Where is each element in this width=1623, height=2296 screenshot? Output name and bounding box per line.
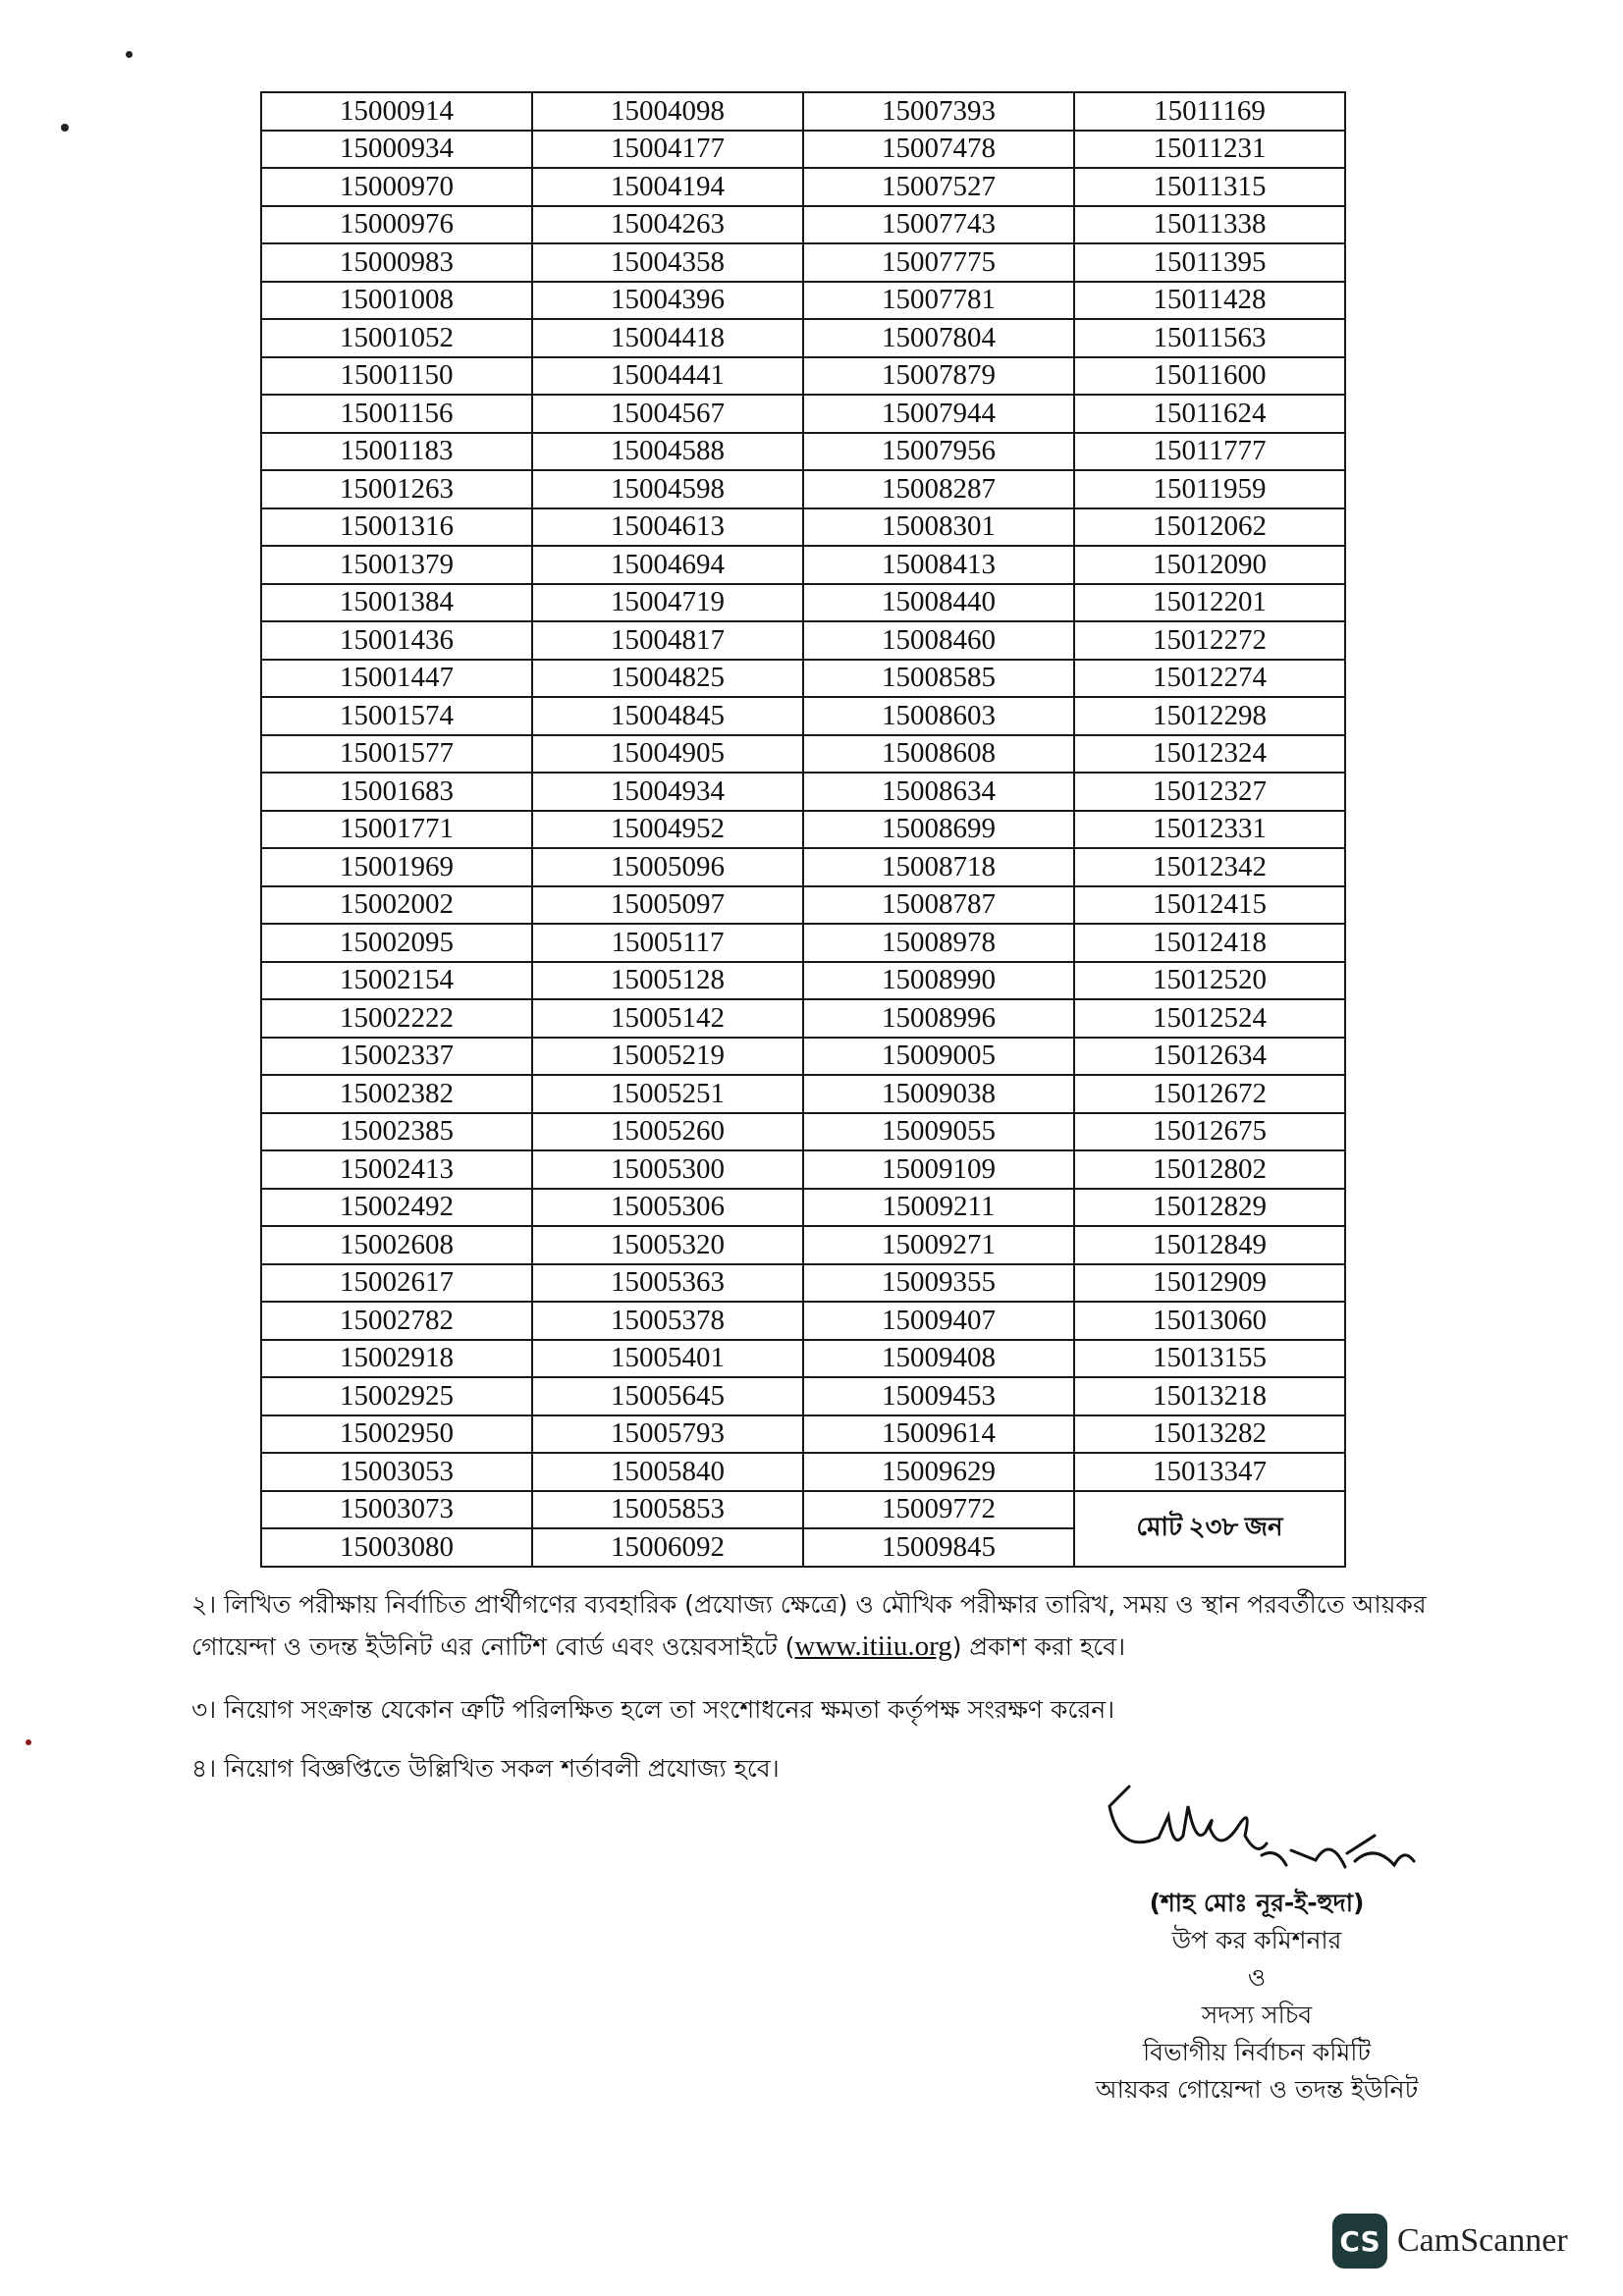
table-row xyxy=(261,1189,1345,1227)
note-3: ৩। নিয়োগ সংক্রান্ত যেকোন ত্রুটি পরিলক্ষিত হলে তা সংশোধনের ক্ষমতা কর্তৃপক্ষ সংরক্ষণ করেন। xyxy=(191,1695,1115,1724)
roll-number-cell: 15009408 xyxy=(803,1340,1074,1378)
roll-number-cell: 15000934 xyxy=(261,131,532,169)
note-4: ৪। নিয়োগ বিজ্ঞপ্তিতে উল্লিখিত সকল শর্তাবলী প্রযোজ্য হবে। xyxy=(191,1754,780,1783)
scan-speck xyxy=(126,51,133,58)
roll-number-cell: 15001577 xyxy=(261,735,532,774)
table-row xyxy=(261,848,1345,886)
table-row xyxy=(261,660,1345,698)
roll-number-cell: 15001683 xyxy=(261,773,532,811)
table-row xyxy=(261,357,1345,396)
roll-number-cell: 15011169 xyxy=(1074,92,1345,131)
roll-number-cell: 15002782 xyxy=(261,1302,532,1340)
roll-number-cell: 15007775 xyxy=(803,243,1074,282)
roll-number-cell: 15001771 xyxy=(261,811,532,849)
roll-number-cell: 15011777 xyxy=(1074,433,1345,471)
roll-number-cell: 15008460 xyxy=(803,621,1074,660)
roll-number-cell: 15004952 xyxy=(532,811,803,849)
roll-number-cell: 15005117 xyxy=(532,924,803,962)
table-row xyxy=(261,282,1345,320)
table-row xyxy=(261,470,1345,508)
roll-number-cell: 15004613 xyxy=(532,508,803,547)
roll-number-cell: 15008978 xyxy=(803,924,1074,962)
handwritten-signature xyxy=(1090,1767,1424,1885)
camscanner-watermark xyxy=(1332,2214,1568,2269)
total-count-cell: মোট ২৩৮ জন xyxy=(1074,1491,1345,1567)
roll-number-cell: 15009211 xyxy=(803,1189,1074,1227)
roll-number-cell: 15013282 xyxy=(1074,1415,1345,1454)
roll-number-cell: 15012415 xyxy=(1074,886,1345,925)
roll-number-cell: 15004719 xyxy=(532,584,803,622)
roll-number-cell: 15013347 xyxy=(1074,1453,1345,1491)
roll-number-cell: 15001969 xyxy=(261,848,532,886)
roll-number-cell: 15009109 xyxy=(803,1150,1074,1189)
roll-number-cell: 15011624 xyxy=(1074,395,1345,433)
roll-number-cell: 15012298 xyxy=(1074,697,1345,735)
table-row xyxy=(261,735,1345,774)
roll-number-cell: 15009629 xyxy=(803,1453,1074,1491)
committee-name: বিভাগীয় নির্বাচন কমিটি xyxy=(1142,2038,1372,2066)
roll-number-cell: 15011231 xyxy=(1074,131,1345,169)
roll-number-cell: 15005840 xyxy=(532,1453,803,1491)
scan-speck xyxy=(61,124,69,132)
roll-number-cell: 15009055 xyxy=(803,1113,1074,1151)
roll-number-cell: 15006092 xyxy=(532,1528,803,1567)
roll-table-body xyxy=(261,92,1345,1567)
roll-number-cell: 15007478 xyxy=(803,131,1074,169)
roll-number-cell: 15004263 xyxy=(532,206,803,244)
roll-number-cell: 15001052 xyxy=(261,319,532,357)
roll-number-cell: 15009038 xyxy=(803,1075,1074,1113)
roll-number-cell: 15012909 xyxy=(1074,1264,1345,1303)
roll-number-cell: 15012272 xyxy=(1074,621,1345,660)
roll-number-cell: 15002608 xyxy=(261,1226,532,1264)
roll-number-cell: 15004098 xyxy=(532,92,803,131)
roll-number-cell: 15008608 xyxy=(803,735,1074,774)
roll-number-cell: 15004817 xyxy=(532,621,803,660)
camscanner-logo-icon: CS xyxy=(1332,2214,1387,2269)
table-row xyxy=(261,1038,1345,1076)
officer-name: (শাহ মোঃ নূর-ই-হুদা) xyxy=(1149,1889,1365,1917)
roll-number-cell: 15002385 xyxy=(261,1113,532,1151)
roll-number-cell: 15007393 xyxy=(803,92,1074,131)
table-row xyxy=(261,1075,1345,1113)
table-row xyxy=(261,811,1345,849)
roll-number-cell: 15009845 xyxy=(803,1528,1074,1567)
roll-number-cell: 15008585 xyxy=(803,660,1074,698)
table-row xyxy=(261,697,1345,735)
designation: উপ কর কমিশনার xyxy=(1171,1926,1342,1954)
roll-number-cell: 15004825 xyxy=(532,660,803,698)
website-link[interactable]: www.itiiu.org xyxy=(794,1630,952,1662)
roll-number-cell: 15005363 xyxy=(532,1264,803,1303)
roll-number-cell: 15012675 xyxy=(1074,1113,1345,1151)
roll-number-cell: 15002002 xyxy=(261,886,532,925)
roll-number-cell: 15013218 xyxy=(1074,1377,1345,1415)
roll-number-cell: 15012418 xyxy=(1074,924,1345,962)
roll-number-cell: 15002095 xyxy=(261,924,532,962)
table-row xyxy=(261,1302,1345,1340)
table-row xyxy=(261,92,1345,131)
note-2-text-start: ২। লিখিত পরীক্ষায় নির্বাচিত প্রার্থীগণের ব্যবহারিক (প্রযোজ্য ক্ষেত্রে) ও মৌখিক পরীক্ষার তারিখ, সময় ও স্থান পরবর্তীতে আয়কর গোয়েন্দা ও তদন্ত ইউনিট এর নোটিশ বোর্ড এবং ওয়েবসাইটে ( xyxy=(191,1590,1427,1661)
roll-number-cell: 15008440 xyxy=(803,584,1074,622)
table-row xyxy=(261,1491,1345,1529)
roll-number-cell: 15012062 xyxy=(1074,508,1345,547)
table-row xyxy=(261,1150,1345,1189)
roll-number-cell: 15001436 xyxy=(261,621,532,660)
table-row xyxy=(261,584,1345,622)
roll-number-cell: 15009005 xyxy=(803,1038,1074,1076)
roll-number-cell: 15004418 xyxy=(532,319,803,357)
roll-number-cell: 15007781 xyxy=(803,282,1074,320)
roll-number-cell: 15011395 xyxy=(1074,243,1345,282)
table-row xyxy=(261,773,1345,811)
roll-number-cell: 15012327 xyxy=(1074,773,1345,811)
table-row xyxy=(261,1340,1345,1378)
roll-number-cell: 15005300 xyxy=(532,1150,803,1189)
table-row xyxy=(261,546,1345,584)
roll-number-cell: 15011315 xyxy=(1074,168,1345,206)
roll-number-cell: 15001316 xyxy=(261,508,532,547)
roll-number-cell: 15001008 xyxy=(261,282,532,320)
roll-number-cell: 15004905 xyxy=(532,735,803,774)
roll-number-cell: 15005793 xyxy=(532,1415,803,1454)
roll-number-cell: 15008301 xyxy=(803,508,1074,547)
roll-number-cell: 15008718 xyxy=(803,848,1074,886)
roll-number-cell: 15002925 xyxy=(261,1377,532,1415)
roll-number-cell: 15004845 xyxy=(532,697,803,735)
roll-number-cell: 15002413 xyxy=(261,1150,532,1189)
roll-number-cell: 15009772 xyxy=(803,1491,1074,1529)
committee-role: সদস্য সচিব xyxy=(1201,2001,1313,2029)
roll-number-cell: 15012672 xyxy=(1074,1075,1345,1113)
roll-number-cell: 15003073 xyxy=(261,1491,532,1529)
roll-number-cell: 15007944 xyxy=(803,395,1074,433)
note-2 xyxy=(191,1583,1458,1668)
roll-number-cell: 15005320 xyxy=(532,1226,803,1264)
table-row xyxy=(261,886,1345,925)
note-2-text-end: ) প্রকাশ করা হবে। xyxy=(951,1632,1126,1661)
roll-number-cell: 15005853 xyxy=(532,1491,803,1529)
table-row xyxy=(261,1113,1345,1151)
roll-number-cell: 15001447 xyxy=(261,660,532,698)
roll-number-cell: 15012331 xyxy=(1074,811,1345,849)
roll-number-cell: 15005142 xyxy=(532,999,803,1038)
table-row xyxy=(261,206,1345,244)
roll-number-cell: 15005260 xyxy=(532,1113,803,1151)
roll-number-cell: 15012520 xyxy=(1074,962,1345,1000)
scan-speck xyxy=(26,1739,31,1745)
roll-number-cell: 15008634 xyxy=(803,773,1074,811)
roll-number-cell: 15012524 xyxy=(1074,999,1345,1038)
roll-number-cell: 15004396 xyxy=(532,282,803,320)
roll-number-cell: 15002918 xyxy=(261,1340,532,1378)
roll-number-cell: 15008603 xyxy=(803,697,1074,735)
roll-number-cell: 15007804 xyxy=(803,319,1074,357)
roll-number-cell: 15011959 xyxy=(1074,470,1345,508)
roll-number-cell: 15004358 xyxy=(532,243,803,282)
roll-number-cell: 15009271 xyxy=(803,1226,1074,1264)
roll-number-cell: 15005219 xyxy=(532,1038,803,1076)
roll-number-cell: 15002222 xyxy=(261,999,532,1038)
roll-number-cell: 15012274 xyxy=(1074,660,1345,698)
roll-number-table xyxy=(260,91,1346,1568)
table-row xyxy=(261,924,1345,962)
roll-number-cell: 15004567 xyxy=(532,395,803,433)
roll-number-cell: 15007879 xyxy=(803,357,1074,396)
roll-number-cell: 15004441 xyxy=(532,357,803,396)
roll-number-cell: 15004694 xyxy=(532,546,803,584)
roll-number-cell: 15013060 xyxy=(1074,1302,1345,1340)
roll-number-cell: 15007743 xyxy=(803,206,1074,244)
office-name: আয়কর গোয়েন্দা ও তদন্ত ইউনিট xyxy=(1095,2075,1419,2104)
roll-number-cell: 15005645 xyxy=(532,1377,803,1415)
roll-number-cell: 15008787 xyxy=(803,886,1074,925)
table-row xyxy=(261,1453,1345,1491)
table-row xyxy=(261,621,1345,660)
roll-number-cell: 15008287 xyxy=(803,470,1074,508)
roll-number-cell: 15007527 xyxy=(803,168,1074,206)
roll-number-cell: 15002950 xyxy=(261,1415,532,1454)
table-row xyxy=(261,1377,1345,1415)
roll-number-cell: 15001183 xyxy=(261,433,532,471)
roll-number-cell: 15004598 xyxy=(532,470,803,508)
table-row xyxy=(261,168,1345,206)
roll-number-cell: 15001156 xyxy=(261,395,532,433)
roll-number-cell: 15012201 xyxy=(1074,584,1345,622)
roll-number-cell: 15012342 xyxy=(1074,848,1345,886)
roll-number-cell: 15009407 xyxy=(803,1302,1074,1340)
roll-number-cell: 15011563 xyxy=(1074,319,1345,357)
roll-number-cell: 15008990 xyxy=(803,962,1074,1000)
roll-number-cell: 15003080 xyxy=(261,1528,532,1567)
table-row xyxy=(261,131,1345,169)
roll-number-cell: 15008996 xyxy=(803,999,1074,1038)
roll-number-cell: 15009453 xyxy=(803,1377,1074,1415)
roll-number-cell: 15011428 xyxy=(1074,282,1345,320)
roll-number-cell: 15008413 xyxy=(803,546,1074,584)
roll-number-cell: 15001150 xyxy=(261,357,532,396)
roll-number-cell: 15011338 xyxy=(1074,206,1345,244)
roll-number-cell: 15012324 xyxy=(1074,735,1345,774)
table-row xyxy=(261,319,1345,357)
roll-number-cell: 15007956 xyxy=(803,433,1074,471)
roll-number-cell: 15002617 xyxy=(261,1264,532,1303)
roll-number-cell: 15005096 xyxy=(532,848,803,886)
roll-number-cell: 15004177 xyxy=(532,131,803,169)
table-row xyxy=(261,962,1345,1000)
table-row xyxy=(261,999,1345,1038)
roll-number-cell: 15005097 xyxy=(532,886,803,925)
roll-number-cell: 15001384 xyxy=(261,584,532,622)
table-row xyxy=(261,508,1345,547)
roll-number-cell: 15002337 xyxy=(261,1038,532,1076)
table-row xyxy=(261,1264,1345,1303)
table-row xyxy=(261,395,1345,433)
roll-number-cell: 15005401 xyxy=(532,1340,803,1378)
roll-number-cell: 15002492 xyxy=(261,1189,532,1227)
roll-number-cell: 15001379 xyxy=(261,546,532,584)
roll-number-cell: 15012802 xyxy=(1074,1150,1345,1189)
roll-number-cell: 15000983 xyxy=(261,243,532,282)
camscanner-brand: CamScanner xyxy=(1397,2222,1568,2259)
roll-number-cell: 15012829 xyxy=(1074,1189,1345,1227)
roll-number-cell: 15000970 xyxy=(261,168,532,206)
signature-block xyxy=(1041,1767,1473,2109)
roll-number-cell: 15001263 xyxy=(261,470,532,508)
table-row xyxy=(261,1226,1345,1264)
roll-number-cell: 15004934 xyxy=(532,773,803,811)
roll-number-cell: 15000914 xyxy=(261,92,532,131)
roll-number-cell: 15012849 xyxy=(1074,1226,1345,1264)
roll-number-cell: 15009355 xyxy=(803,1264,1074,1303)
roll-number-cell: 15009614 xyxy=(803,1415,1074,1454)
roll-number-cell: 15000976 xyxy=(261,206,532,244)
roll-number-cell: 15001574 xyxy=(261,697,532,735)
roll-number-cell: 15008699 xyxy=(803,811,1074,849)
roll-number-cell: 15005251 xyxy=(532,1075,803,1113)
conjunction: ও xyxy=(1247,1963,1267,1992)
roll-number-cell: 15004588 xyxy=(532,433,803,471)
roll-number-cell: 15004194 xyxy=(532,168,803,206)
roll-number-cell: 15003053 xyxy=(261,1453,532,1491)
roll-number-cell: 15013155 xyxy=(1074,1340,1345,1378)
table-row xyxy=(261,243,1345,282)
table-row xyxy=(261,1415,1345,1454)
roll-number-cell: 15002382 xyxy=(261,1075,532,1113)
roll-number-cell: 15005306 xyxy=(532,1189,803,1227)
roll-number-cell: 15005128 xyxy=(532,962,803,1000)
roll-number-cell: 15012634 xyxy=(1074,1038,1345,1076)
table-row xyxy=(261,433,1345,471)
roll-number-cell: 15005378 xyxy=(532,1302,803,1340)
roll-number-cell: 15002154 xyxy=(261,962,532,1000)
roll-number-cell: 15012090 xyxy=(1074,546,1345,584)
roll-number-cell: 15011600 xyxy=(1074,357,1345,396)
